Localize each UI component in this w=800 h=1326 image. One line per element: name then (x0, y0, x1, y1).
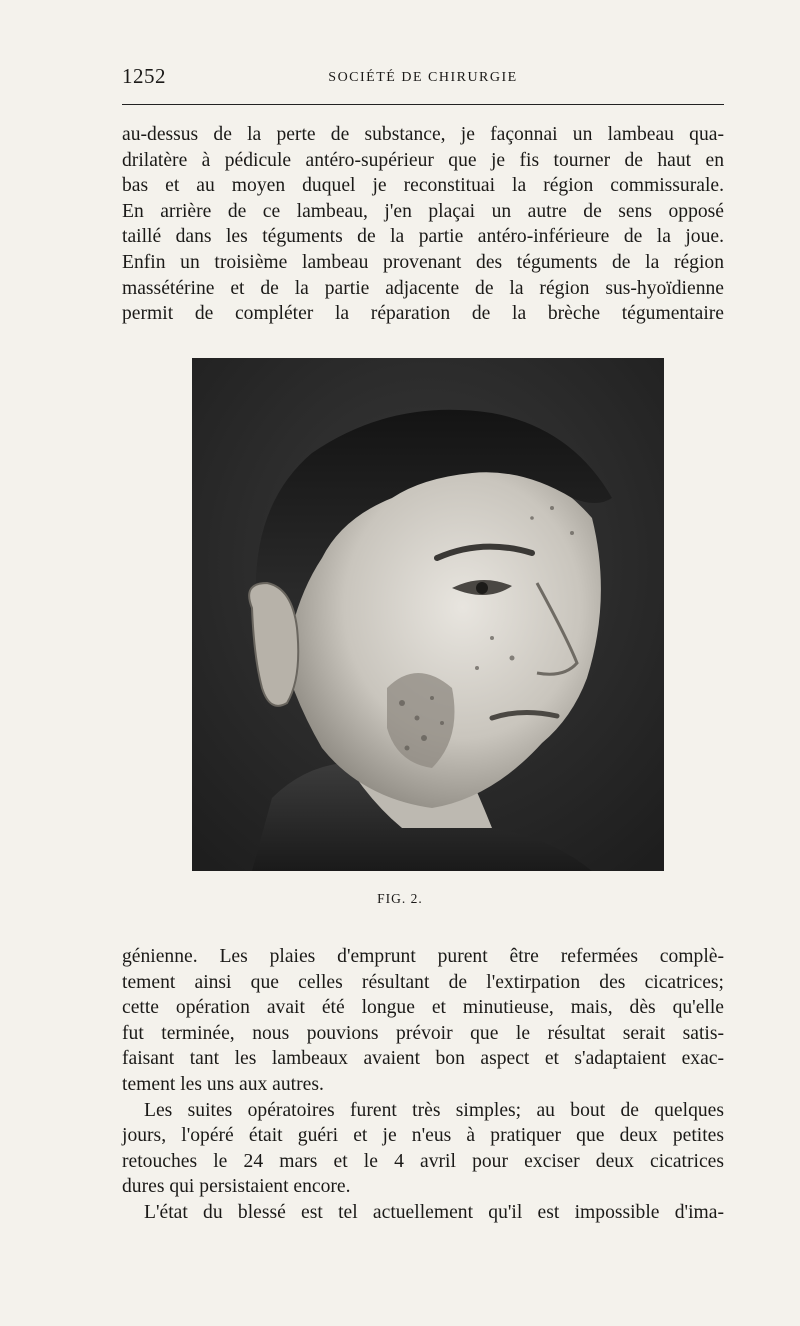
page-header (122, 62, 724, 96)
text-line: taillé dans les téguments de la partie antéro-inférieure de la joue. (122, 226, 724, 248)
text-line: permit de compléter la réparation de la brèche tégumentaire (122, 303, 724, 325)
text-line: au-dessus de la perte de substance, je façonnai un lambeau qua- (122, 124, 724, 145)
text-line: tement les uns aux autres. (122, 1073, 324, 1095)
running-head: SOCIÉTÉ DE CHIRURGIE (328, 70, 518, 85)
text-line: fut terminée, nous pouvions prévoir que le résultat serait satis- (122, 1022, 724, 1044)
text-line: dures qui persistaient encore. (122, 1176, 351, 1198)
text-line: tement ainsi que celles résultant de l'extirpation des cicatrices; (122, 971, 724, 993)
figure-caption: FIG. 2. (377, 891, 423, 906)
page-number: 1252 (122, 64, 166, 88)
header-rule (122, 104, 724, 105)
text-line: cette opération avait été longue et minutieuse, mais, dès qu'elle (122, 997, 724, 1019)
portrait-illustration (192, 358, 664, 871)
patient-photograph (192, 358, 664, 871)
text-line: retouches le 24 mars et le 4 avril pour exciser deux cicatrices (122, 1150, 724, 1172)
text-line: L'état du blessé est tel actuellement qu'il est impossible d'ima- (144, 1201, 724, 1223)
pupil (476, 582, 488, 594)
text-line: jours, l'opéré était guéri et je n'eus à pratiquer que deux petites (122, 1125, 724, 1147)
text-line: En arrière de ce lambeau, j'en plaçai un autre de sens opposé (122, 200, 724, 222)
paragraph-bottom (122, 944, 724, 1226)
text-line: massétérine et de la partie adjacente de la région sus-hyoïdienne (122, 277, 724, 299)
text-line: Enfin un troisième lambeau provenant des téguments de la région (122, 251, 724, 273)
text-line: génienne. Les plaies d'emprunt purent être refermées complè- (122, 946, 724, 967)
text-line: faisant tant les lambeaux avaient bon aspect et s'adaptaient exac- (122, 1048, 724, 1070)
text-line: Les suites opératoires furent très simples; au bout de quelques (144, 1099, 724, 1121)
paragraph-top (122, 122, 724, 327)
text-line: drilatère à pédicule antéro-supérieur que je fis tourner de haut en (122, 149, 724, 171)
text-line: bas et au moyen duquel je reconstituai la région commissurale. (122, 175, 724, 197)
